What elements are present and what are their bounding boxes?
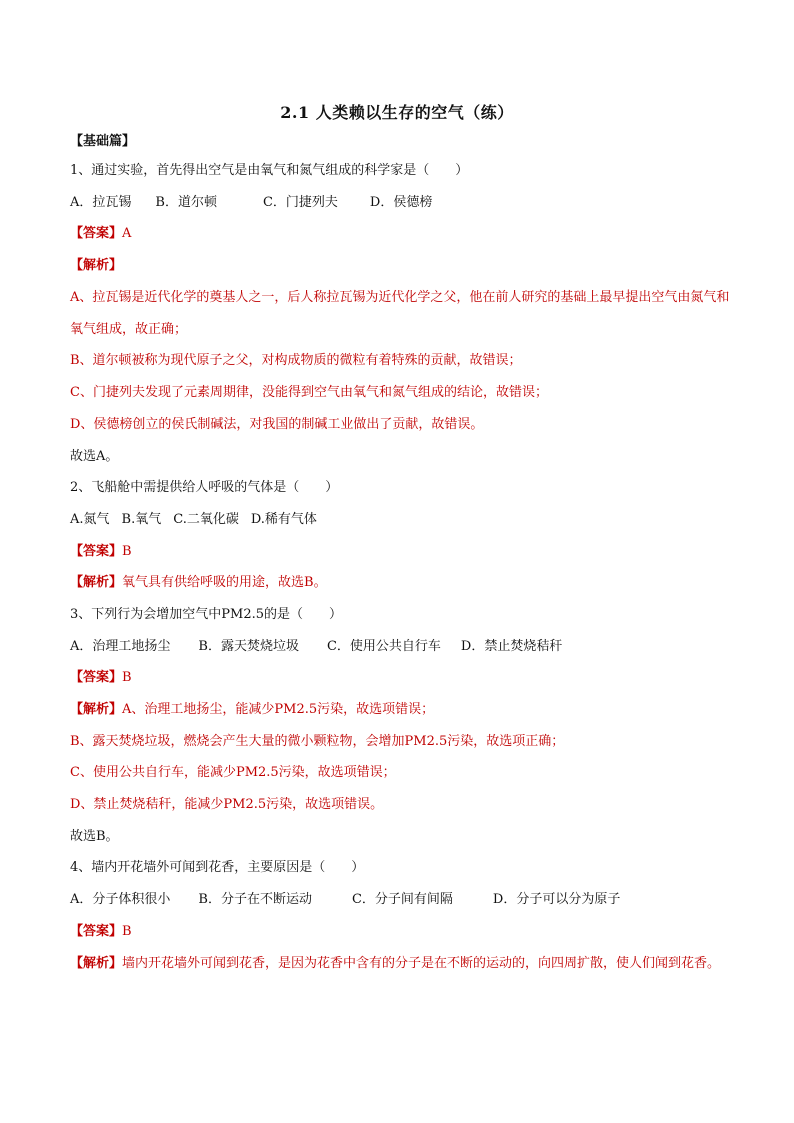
- q3-options: [70, 637, 730, 657]
- q1-analysis-d: D、侯德榜创立的侯氏制碱法，对我国的制碱工业做出了贡献，故错误。: [70, 416, 484, 432]
- q2-stem: 2、飞船舱中需提供给人呼吸的气体是（ ）: [70, 480, 339, 496]
- analysis-tag: 【解析】: [70, 702, 123, 717]
- q1-option-b: B．道尔顿: [155, 194, 217, 210]
- analysis-tag: 【解析】: [70, 575, 123, 591]
- q3-option-d: D．禁止焚烧秸秆: [460, 638, 563, 654]
- page-title: 2.1 人类赖以生存的空气（练）: [280, 103, 514, 122]
- q3-answer: B: [122, 670, 132, 686]
- analysis-tag: 【解析】: [70, 956, 123, 971]
- q4-analysis-line: [70, 948, 730, 980]
- q4-options: [70, 890, 730, 910]
- q2-answer-line: [70, 542, 730, 562]
- q3-option-a: A．治理工地扬尘: [70, 638, 171, 654]
- answer-tag: 【答案】: [70, 543, 123, 559]
- q3-option-b: B．露天焚烧垃圾: [198, 638, 299, 654]
- q3-analysis-d: D、禁止焚烧秸秆，能减少PM2.5污染，故选项错误。: [70, 797, 384, 813]
- q3-conclusion: 故选B。: [70, 828, 119, 844]
- q1-option-a: A．拉瓦锡: [70, 194, 132, 210]
- q2-option-d: D.稀有气体: [250, 511, 317, 527]
- q4-stem: 4、墙内开花墙外可闻到花香，主要原因是（ ）: [70, 860, 365, 876]
- q4-answer: B: [122, 923, 132, 939]
- q2-answer: B: [122, 543, 132, 559]
- section-heading: 【基础篇】: [70, 134, 136, 149]
- q3-analysis-a: A、治理工地扬尘，能减少PM2.5污染，故选项错误；: [122, 702, 435, 717]
- q1-analysis-c: C、门捷列夫发现了元素周期律，没能得到空气由氧气和氮气组成的结论，故错误；: [70, 385, 548, 401]
- q2-options: [70, 510, 730, 530]
- q3-analysis-c: C、使用公共自行车，能减少PM2.5污染，故选项错误；: [70, 765, 396, 781]
- q4-option-a: A．分子体积很小: [70, 892, 171, 908]
- q2-option-a: A.氮气: [70, 511, 110, 527]
- answer-tag: 【答案】: [70, 923, 123, 939]
- q1-answer-line: [70, 224, 730, 244]
- q4-option-d: D．分子可以分为原子: [492, 892, 621, 908]
- q2-analysis: 氧气具有供给呼吸的用途，故选B。: [122, 575, 327, 591]
- q1-stem: 1、通过实验，首先得出空气是由氧气和氮气组成的科学家是（ ）: [70, 163, 469, 178]
- answer-tag: 【答案】: [70, 226, 123, 242]
- q1-options: [70, 193, 730, 213]
- q4-answer-line: [70, 922, 730, 942]
- q2-analysis-line: [70, 573, 730, 593]
- q1-analysis-tag: 【解析】: [70, 258, 123, 274]
- q1-option-c: C．门捷列夫: [262, 194, 338, 210]
- q4-analysis: 墙内开花墙外可闻到花香，是因为花香中含有的分子是在不断的运动的，向四周扩散，使人们闻到花香。: [122, 956, 721, 971]
- q3-option-c: C．使用公共自行车: [326, 638, 441, 654]
- q2-option-c: C.二氧化碳: [173, 511, 239, 527]
- q4-option-b: B．分子在不断运动: [198, 892, 312, 908]
- answer-tag: 【答案】: [70, 670, 123, 686]
- q1-analysis-a: A、拉瓦锡是近代化学的奠基人之一，后人称拉瓦锡为近代化学之父，他在前人研究的基础上最早提出空气由氮气和氧气组成，故正确；: [70, 290, 730, 337]
- q1-answer: A: [122, 226, 132, 242]
- q3-answer-line: [70, 668, 730, 688]
- q3-stem: 3、下列行为会增加空气中PM2.5的是（ ）: [70, 606, 343, 622]
- document-body: [70, 132, 730, 986]
- q4-option-c: C．分子间有间隔: [351, 892, 453, 908]
- q1-analysis-b: B、道尔顿被称为现代原子之父，对构成物质的微粒有着特殊的贡献，故错误；: [70, 353, 522, 369]
- q1-conclusion: 故选A。: [70, 448, 119, 464]
- q3-analysis-line: [70, 700, 730, 720]
- q2-option-b: B.氧气: [121, 511, 162, 527]
- q1-option-d: D．侯德榜: [369, 194, 433, 210]
- q3-analysis-b: B、露天焚烧垃圾，燃烧会产生大量的微小颗粒物，会增加PM2.5污染，故选项正确；: [70, 733, 565, 749]
